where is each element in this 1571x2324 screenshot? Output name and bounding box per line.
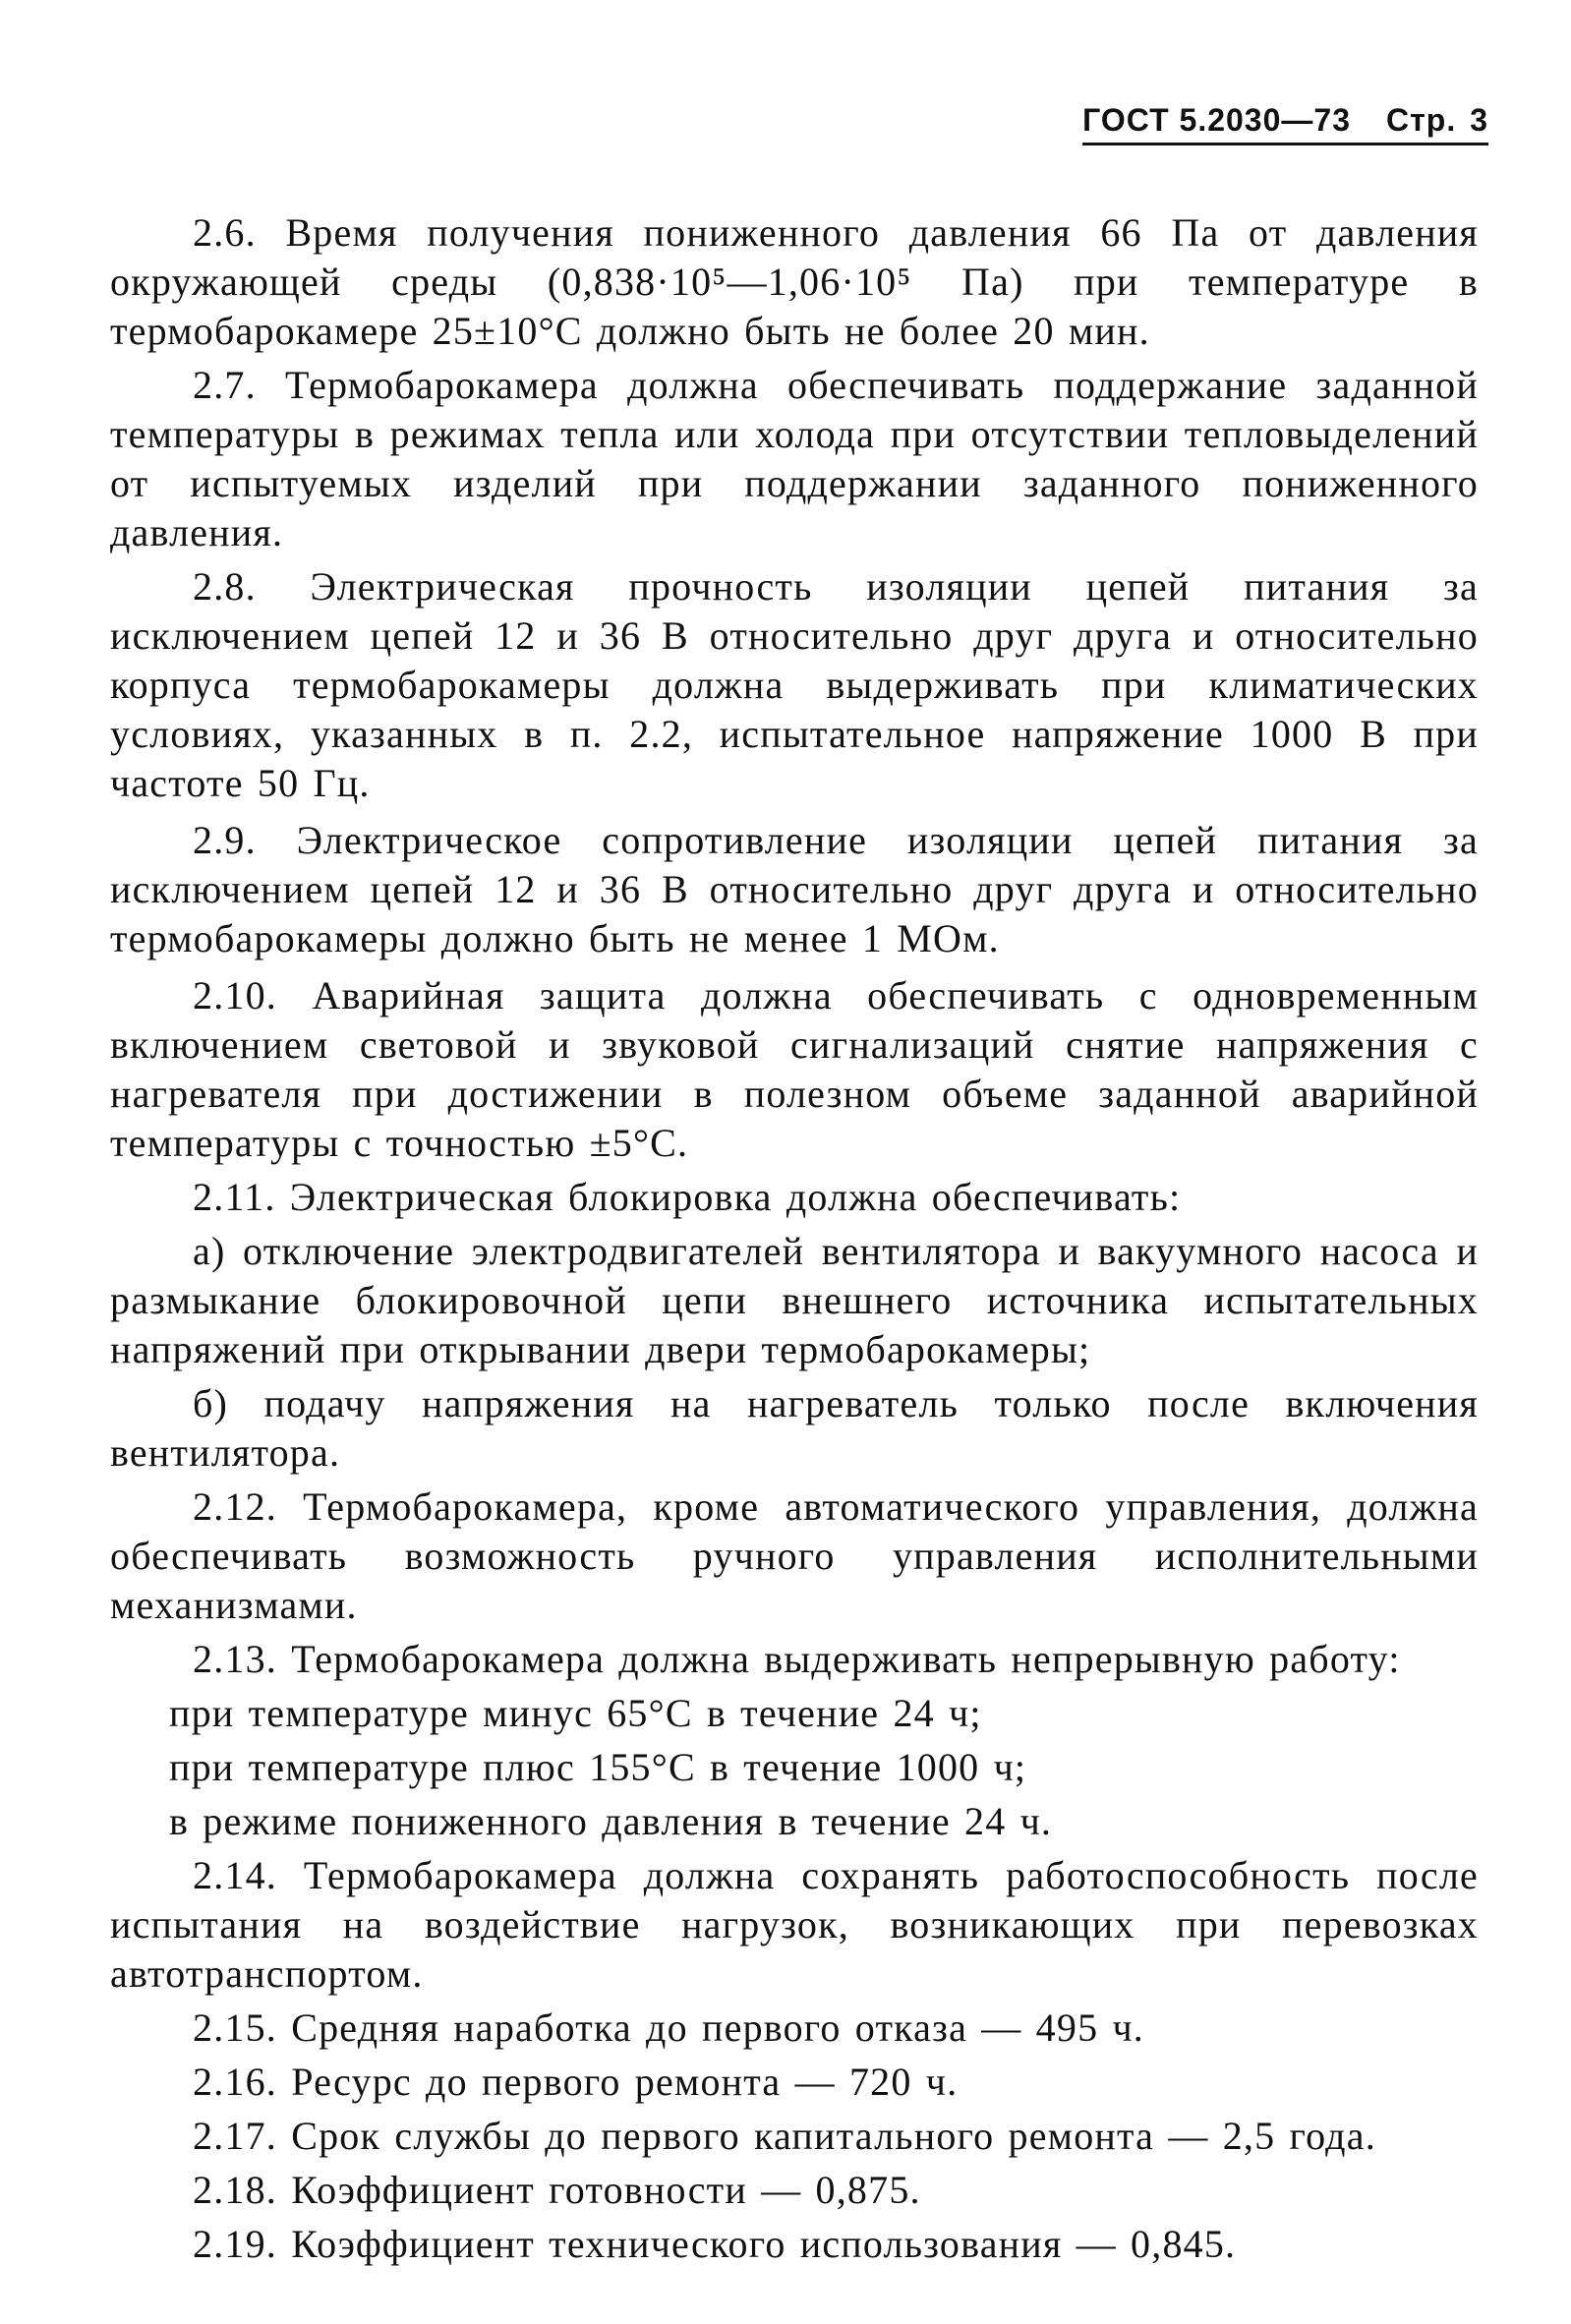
paragraph-2-18: 2.18. Коэффициент готовности — 0,875. — [193, 2168, 921, 2212]
paragraph-2-19: 2.19. Коэффициент технического использования — 0,845. — [193, 2222, 1237, 2266]
paragraph-2-8: 2.8. Электрическая прочность изоляции цепей питания за исключением цепей 12 и 36 В относительно друг друга и относительно корпуса термобарокамеры должна выдерживать при климатических условиях, указанных в п. 2.2, испытательное напряжение 1000 В при частоте 50 Гц. — [110, 564, 1479, 805]
paragraph-2-11: 2.11. Электрическая блокировка должна обеспечивать: — [193, 1175, 1182, 1219]
page-indicator — [1386, 102, 1488, 139]
standard-number: ГОСТ 5.2030—73 — [1082, 102, 1351, 138]
page-number: 3 — [1470, 102, 1488, 138]
paragraph-2-17: 2.17. Срок службы до первого капитального ремонта — 2,5 года. — [193, 2114, 1376, 2158]
paragraph-2-12: 2.12. Термобарокамера, кроме автоматического управления, должна обеспечивать возможность ручного управления исполнительными механизмами. — [110, 1484, 1479, 1627]
paragraph-2-13-line-1: при температуре минус 65°С в течение 24 ч; — [169, 1691, 982, 1735]
document-body — [110, 208, 1479, 2274]
paragraph-2-15: 2.15. Средняя наработка до первого отказа — 495 ч. — [193, 2005, 1145, 2050]
page-label: Стр. — [1385, 102, 1457, 138]
paragraph-2-7: 2.7. Термобарокамера должна обеспечивать поддержание заданной температуры в режимах тепла или холода при отсутствии тепловыделений от испытуемых изделий при поддержании заданного пониженного давления. — [110, 363, 1479, 554]
paragraph-2-10: 2.10. Аварийная защита должна обеспечивать с одновременным включением световой и звуковой сигнализаций снятие напряжения с нагревателя при достижении в полезном объеме заданной аварийной температуры с точностью ±5°С. — [110, 973, 1479, 1165]
paragraph-2-11-b: б) подачу напряжения на нагреватель только после включения вентилятора. — [110, 1381, 1479, 1475]
paragraph-2-14: 2.14. Термобарокамера должна сохранять работоспособность после испытания на воздействие нагрузок, возникающих при перевозках автотранспортом. — [110, 1853, 1479, 1996]
paragraph-2-9: 2.9. Электрическое сопротивление изоляции цепей питания за исключением цепей 12 и 36 В относительно друг друга и относительно термобарокамеры должно быть не менее 1 МОм. — [110, 818, 1479, 960]
paragraph-2-13: 2.13. Термобарокамера должна выдерживать непрерывную работу: — [193, 1637, 1401, 1681]
page-header — [1082, 102, 1488, 145]
paragraph-2-13-line-2: при температуре плюс 155°С в течение 1000 ч; — [169, 1745, 1027, 1789]
paragraph-2-11-a: а) отключение электродвигателей вентилятора и вакуумного насоса и размыкание блокировочной цепи внешнего источника испытательных напряжений при открывании двери термобарокамеры; — [110, 1229, 1479, 1371]
paragraph-2-13-line-3: в режиме пониженного давления в течение 24 ч. — [169, 1799, 1053, 1843]
paragraph-2-6: 2.6. Время получения пониженного давления 66 Па от давления окружающей среды (0,838·10⁵—1,06·10⁵ Па) при температуре в термобарокамере 25±10°С должно быть не более 20 мин. — [110, 210, 1479, 353]
paragraph-2-16: 2.16. Ресурс до первого ремонта — 720 ч. — [193, 2060, 959, 2104]
